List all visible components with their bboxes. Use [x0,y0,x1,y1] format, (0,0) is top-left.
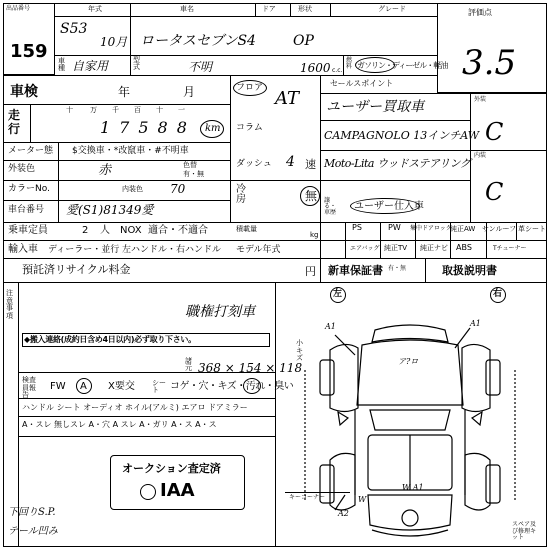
equip-ps: PS [352,223,362,232]
handle-label: 左ハンドル・右ハンドル [122,245,222,255]
car-diagram [300,300,520,545]
stamp-logo-mark [140,484,156,500]
left-label: 左 [333,289,343,299]
mark-w: W [358,495,367,504]
month-value: 10月 [100,35,128,49]
shaken-year-unit: 年 [118,85,131,99]
mark-a1: A1 [325,322,336,331]
meter-value: $交換車・*改竄車・#不明車 [72,146,189,156]
selling-point-3: Moto-Lita ウッドステアリング [324,157,471,170]
floor-circle [233,80,267,96]
bottom-note-1: 下回りS.P. [8,507,56,518]
cc-value: 1600 [300,61,331,75]
dims-label: 諸元 [185,357,192,372]
digit-label-1: 万 [90,106,97,114]
lot-number: 159 [10,41,48,62]
mark-roof: ア?ロ [398,357,419,366]
dims-value: 368 × 154 × 118 [198,361,303,375]
fw-label: FW [50,381,66,392]
ac-value: 無 [305,189,318,203]
exterior-grade-label: 外装 [474,96,487,103]
interior-label: 内装色 [122,185,143,193]
nox-value: 適合・不適合 [148,225,208,236]
fw-circle [76,378,92,394]
speed-value: 4 [286,154,295,170]
capacity-unit: 人 [100,225,110,236]
mileage-value: 17588 [100,118,196,137]
corner-label: キーコーナー [289,494,326,501]
equip-door-lock: 集中ドアロック [410,225,452,232]
mark-wa1: W A1 [402,483,424,492]
fuel-options: ガソリン・ディーゼル・軽油 [357,61,448,70]
chassis-value: 愛(S1)81349愛 [66,203,154,217]
recycle-unit: 円 [305,265,316,278]
shaken-month-unit: 月 [183,85,196,99]
color-no-label: カラーNo. [8,184,50,194]
selling-point-1: ユーザー買取車 [326,99,424,115]
meter-label: メーター態 [8,146,54,156]
equip-tuner: Tチューナー [493,245,527,252]
chassis-label: 車台番号 [8,205,45,215]
model-value: ロータスセブンS4 [140,33,256,49]
grade-label: グレード [378,5,406,13]
ownership-value: ユーザー仕入車 [354,201,424,212]
speed-unit: 速 [305,158,316,171]
dash-label: ダッシュ [236,159,272,169]
dealer-label: ディーラー・並行 [48,245,120,255]
mark-a2: A2 [338,509,349,518]
cc-unit: c.c. [332,67,343,74]
mileage-label: 走行 [8,108,21,137]
km-circle [200,120,224,138]
handle-row-2: A・スレ 無しスレ A・穴 A スレ A・ガリ A・ス A・ス [22,420,217,429]
import-label: 輸入車 [8,244,38,255]
side-label: 小キズ [296,339,303,363]
bottom-note-2: テール凹み [8,526,58,537]
equip-tv: 純正TV [384,244,408,252]
exterior-grade: C [485,118,504,146]
floor-label: フロア [236,83,264,93]
fuel-label: 燃料 [346,57,353,70]
inspect-label: 検査員報告 [22,376,36,400]
capacity-label: 乗車定員 [8,225,48,236]
model-label: 車名 [180,5,194,13]
spare-label: スペア及び修理キット [512,521,537,542]
selling-point-2: CAMPAGNOLO 13インチAW [324,129,480,142]
warranty-options: 有・無 [388,265,407,272]
usage-value: 自家用 [72,59,109,73]
warning-text: ◆搬入連絡(成約日含め4日以内)必ず取り下さい。 [24,335,196,344]
seat-label: シート [152,379,166,394]
color-change-label: 色替 [183,161,197,169]
seat-circle [243,378,261,394]
year-label: 年式 [88,5,102,13]
digit-label-4: 十 [156,106,163,114]
interior-grade-label: 内装 [474,152,487,159]
stamp-logo: IAA [160,480,195,501]
shape-label: 形状 [298,5,312,13]
usage-label: 車種 [58,57,65,72]
ac-label: 冷房 [236,184,246,205]
ac-circle [300,186,320,206]
warranty-label: 新車保証書 [328,264,383,277]
type-value: 不明 [188,60,213,74]
lot-box [3,3,55,75]
ownership-label: 譲る・車歴 [324,197,337,216]
interior-grade: C [485,178,504,206]
equip-sunroof: サンルーフ [482,225,517,233]
column-label: コラム [236,123,263,133]
equip-abs: ABS [456,243,472,252]
handle-row: ハンドル シート オーディオ ホイル(アルミ) エアロ ドアミラー [22,403,248,412]
exterior-value: 赤 [98,163,112,178]
digit-label-3: 百 [134,106,141,114]
x-label: X要交 [108,381,135,392]
equip-airbag: エアバッグ [350,245,380,252]
shaken-label: 車検 [10,84,38,100]
color-change-options: 有・無 [183,170,204,178]
equip-alloy: 純正AW [450,225,476,233]
right-label: 右 [493,289,503,299]
load-label: 積載量 [236,225,257,233]
equip-navi: 純正ナビ [420,244,448,252]
year-value: S53 [60,21,88,37]
seat-value: コゲ・穴・キズ・汚れ・臭い [170,381,294,392]
fuel-circle [355,57,395,73]
trans-value: AT [275,88,300,109]
score-value: 3.5 [462,43,517,83]
equip-leather: 革シート [518,225,546,233]
model-year-label: モデル年式 [236,245,281,255]
lot-label: 出品番号 [6,5,31,12]
digit-label-5: 一 [178,106,185,114]
interior-value: 70 [170,182,186,196]
nox-label: NOX [120,225,142,236]
equip-pw: PW [388,223,401,232]
manual-label: 取扱説明書 [442,264,497,277]
exterior-label: 外装色 [8,164,36,174]
ownership-circle [350,198,420,214]
notes-section-label: 注意事項 [6,289,13,321]
score-label: 評価点 [468,8,492,17]
mileage-unit: km [205,123,221,134]
notes-line-1: 職権打刻車 [185,304,255,320]
fw-value: A [80,381,87,392]
stamp-title: オークション査定済 [122,462,221,475]
mark-a1-b: A1 [470,319,481,328]
digit-label-0: 十 [66,106,73,114]
doors-label: ドア [262,5,276,13]
load-unit: kg [310,231,319,239]
selling-title: セールスポイント [330,79,394,88]
recycle-label: 預託済リサイクル料金 [22,263,131,276]
capacity-value: 2 [82,225,89,236]
type-label: 型式 [133,56,140,71]
digit-label-2: 千 [112,106,119,114]
option-value: OP [293,33,314,49]
